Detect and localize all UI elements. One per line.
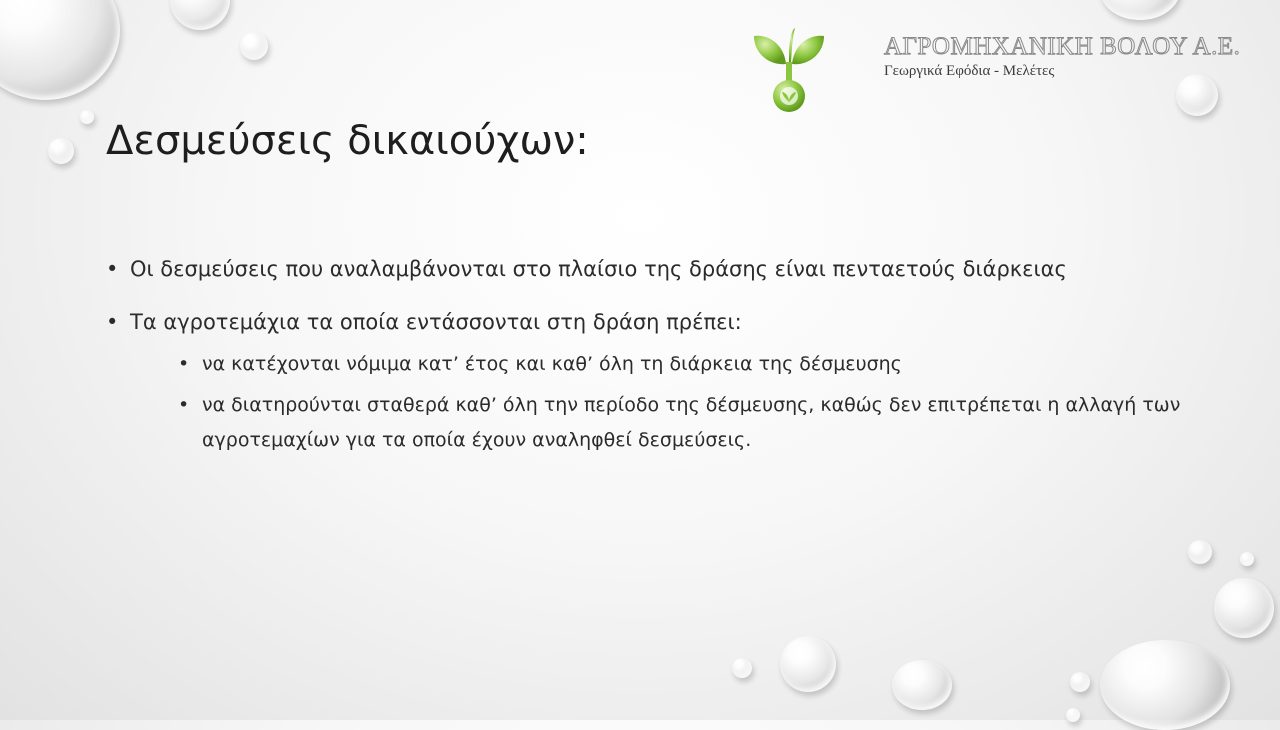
water-drop-decoration — [1100, 0, 1180, 20]
slide-title: Δεσμεύσεις δικαιούχων: — [106, 118, 589, 164]
water-drop-decoration — [240, 32, 268, 60]
water-drop-decoration — [780, 636, 836, 692]
water-drop-decoration — [892, 660, 952, 710]
water-drop-decoration — [1100, 640, 1230, 730]
bullet-list — [106, 252, 1196, 477]
water-drop-decoration — [0, 0, 120, 100]
company-name: ΑΓΡΟΜΗΧΑΝΙΚΗ ΒΟΛΟΥ Α.Ε. — [884, 33, 1241, 60]
water-drop-decoration — [1176, 74, 1218, 116]
bullet-item — [106, 252, 1196, 286]
water-drop-decoration — [80, 110, 94, 124]
water-drop-decoration — [1214, 578, 1274, 638]
sub-bullet-item — [178, 347, 1196, 382]
sub-bullet-text: να κατέχονται νόμιμα κατ’ έτος και καθ’ όλη τη διάρκεια της δέσμευσης — [202, 353, 902, 375]
water-drop-decoration — [732, 658, 752, 678]
company-tagline: Γεωργικά Εφόδια - Μελέτες — [884, 63, 1055, 79]
water-drop-decoration — [1188, 540, 1212, 564]
water-drop-decoration — [1240, 552, 1254, 566]
sub-bullet-list — [130, 347, 1196, 458]
water-drop-decoration — [170, 0, 230, 30]
water-drop-decoration — [1070, 672, 1090, 692]
water-drop-decoration — [48, 138, 74, 164]
bullet-item — [106, 305, 1196, 458]
bullet-text: Οι δεσμεύσεις που αναλαμβάνονται στο πλαίσιο της δράσης είναι πενταετούς διάρκειας — [130, 257, 1067, 281]
sprout-logo-icon — [748, 26, 830, 118]
sub-bullet-text: να διατηρούνται σταθερά καθ’ όλη την περίοδο της δέσμευσης, καθώς δεν επιτρέπεται η αλλαγή των αγροτεμαχίων για τα οποία έχουν αναληφθεί δεσμεύσεις. — [202, 394, 1181, 451]
sub-bullet-item — [178, 388, 1196, 458]
bullet-text: Τα αγροτεμάχια τα οποία εντάσσονται στη δράση πρέπει: — [130, 310, 742, 334]
